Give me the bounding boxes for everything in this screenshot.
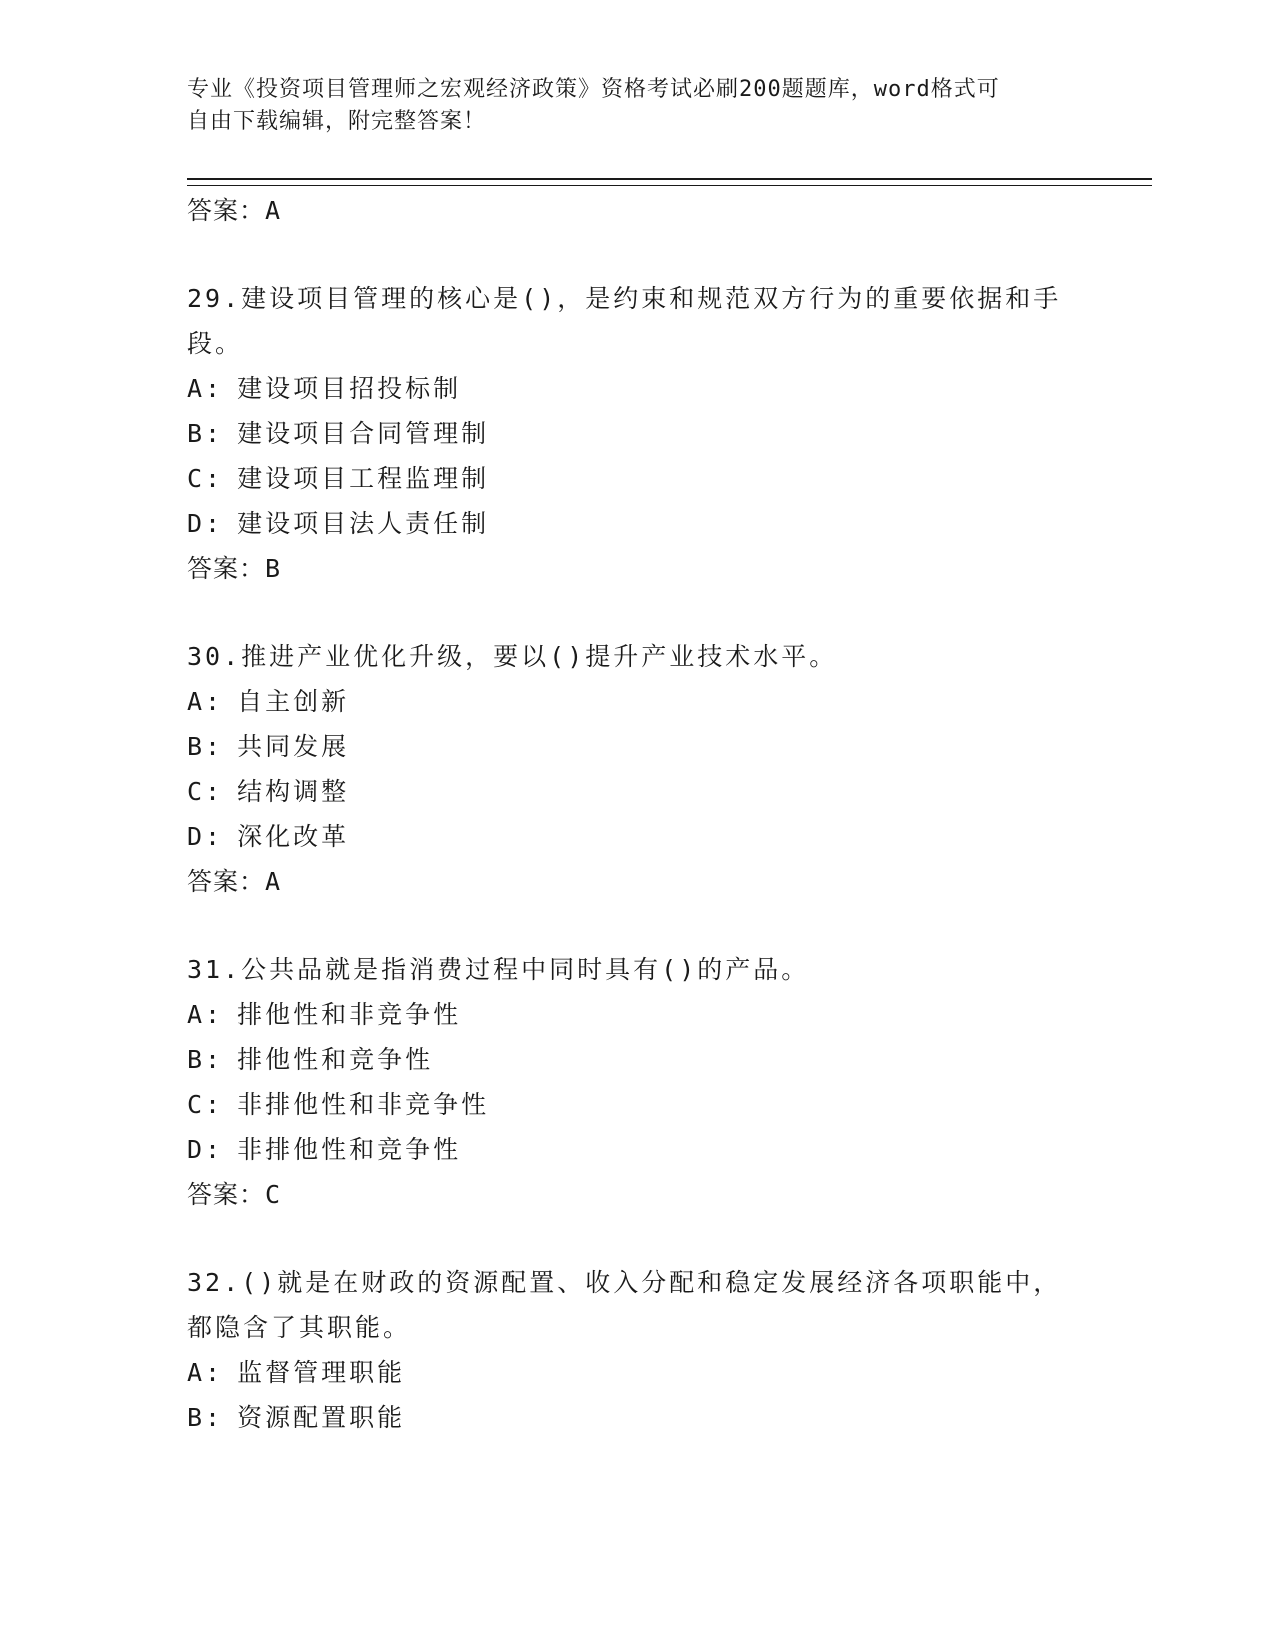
option-key: B:	[187, 1045, 224, 1074]
question-stem-cont: 段。	[187, 329, 244, 358]
option-key: A:	[187, 374, 224, 403]
option-c	[187, 769, 1087, 814]
header-line-2: 自由下载编辑，附完整答案！	[187, 109, 487, 134]
option-key: C:	[187, 1090, 224, 1119]
option-b	[187, 1395, 1087, 1440]
option-key: A:	[187, 687, 224, 716]
option-b	[187, 1037, 1087, 1082]
option-b	[187, 411, 1087, 456]
header-line-1: 专业《投资项目管理师之宏观经济政策》资格考试必刷200题题库，word格式可	[187, 77, 1000, 102]
option-key: A:	[187, 1000, 224, 1029]
option-key: B:	[187, 419, 224, 448]
option-text: 结构调整	[237, 777, 350, 806]
option-a	[187, 366, 1087, 411]
option-d	[187, 501, 1087, 546]
option-text: 非排他性和竞争性	[237, 1135, 462, 1164]
option-key: B:	[187, 732, 224, 761]
answer: 答案：B	[187, 554, 282, 583]
option-a	[187, 679, 1087, 724]
answer: 答案：A	[187, 867, 282, 896]
question-stem: 31.公共品就是指消费过程中同时具有()的产品。	[187, 955, 810, 984]
question-stem-cont: 都隐含了其职能。	[187, 1313, 412, 1342]
option-text: 监督管理职能	[237, 1358, 406, 1387]
question-list	[187, 188, 1087, 1440]
option-d	[187, 1127, 1087, 1172]
option-key: B:	[187, 1403, 224, 1432]
option-text: 深化改革	[237, 822, 350, 851]
option-c	[187, 1082, 1087, 1127]
option-a	[187, 1350, 1087, 1395]
option-key: C:	[187, 777, 224, 806]
option-text: 非排他性和非竞争性	[237, 1090, 490, 1119]
question-30	[187, 634, 1087, 905]
option-text: 共同发展	[237, 732, 350, 761]
option-key: A:	[187, 1358, 224, 1387]
question-32	[187, 1260, 1087, 1440]
question-31	[187, 947, 1087, 1218]
option-key: C:	[187, 464, 224, 493]
option-a	[187, 992, 1087, 1037]
option-d	[187, 814, 1087, 859]
document-header	[187, 74, 1087, 138]
header-divider	[187, 178, 1152, 186]
option-text: 排他性和非竞争性	[237, 1000, 462, 1029]
option-text: 建设项目工程监理制	[237, 464, 490, 493]
option-text: 自主创新	[237, 687, 350, 716]
option-text: 建设项目合同管理制	[237, 419, 490, 448]
question-stem: 29.建设项目管理的核心是()，是约束和规范双方行为的重要依据和手	[187, 284, 1062, 313]
option-key: D:	[187, 822, 224, 851]
option-text: 建设项目法人责任制	[237, 509, 490, 538]
question-stem: 32.()就是在财政的资源配置、收入分配和稳定发展经济各项职能中，	[187, 1268, 1062, 1297]
previous-answer: 答案：A	[187, 196, 282, 225]
question-stem: 30.推进产业优化升级，要以()提升产业技术水平。	[187, 642, 838, 671]
option-c	[187, 456, 1087, 501]
question-29	[187, 276, 1087, 592]
option-text: 排他性和竞争性	[237, 1045, 434, 1074]
option-b	[187, 724, 1087, 769]
answer: 答案：C	[187, 1180, 282, 1209]
option-key: D:	[187, 509, 224, 538]
option-text: 建设项目招投标制	[237, 374, 462, 403]
option-text: 资源配置职能	[237, 1403, 406, 1432]
option-key: D:	[187, 1135, 224, 1164]
